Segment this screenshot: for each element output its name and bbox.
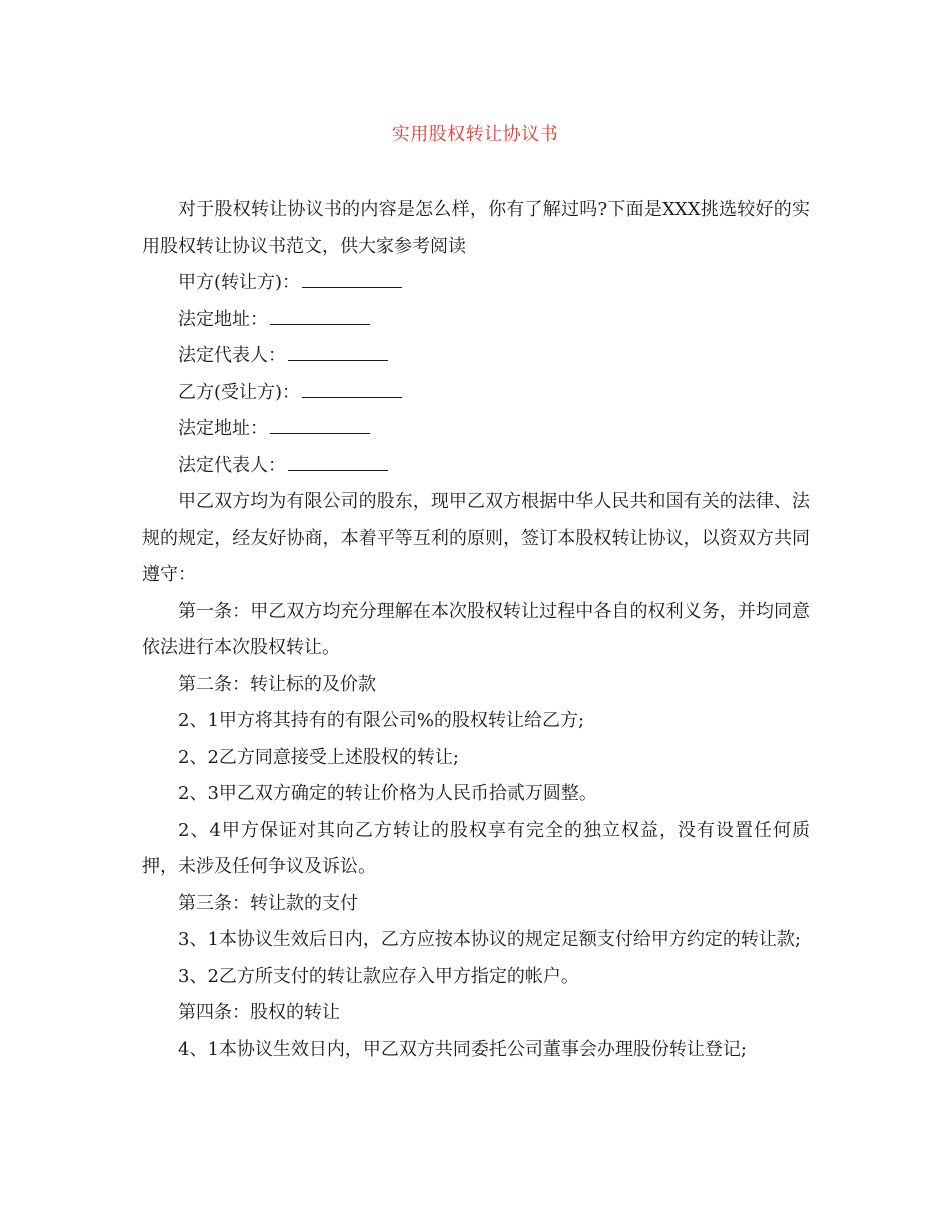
clause-2-4: [142, 813, 810, 886]
paragraph-text: 第三条：转让款的支付: [178, 892, 358, 914]
paragraph-text: 对于股权转让协议书的内容是怎么样，你有了解过吗?下面是XXX挑选较好的实用股权转让协议书范文，供大家参考阅读: [142, 199, 810, 257]
paragraph-text: 法定代表人：: [178, 345, 286, 366]
paragraph-text: 甲乙双方均为有限公司的股东，现甲乙双方根据中华人民共和国有关的法律、法规的规定，经友好协商，本着平等互利的原则，签订本股权转让协议，以资双方共同遵守：: [142, 491, 810, 585]
clause-2-1: [142, 703, 810, 740]
clause-3-1: [142, 922, 810, 959]
party-b-address-line: [142, 411, 810, 448]
document-body: [142, 192, 810, 1068]
article-3-heading: [142, 886, 810, 923]
article-2-heading: [142, 667, 810, 704]
fill-blank: [288, 458, 388, 471]
paragraph-text: 法定代表人：: [178, 454, 286, 476]
paragraph-text: 甲方(转让方)：: [178, 272, 301, 293]
article-4-heading: [142, 995, 810, 1032]
party-b-name-line: [142, 375, 810, 412]
paragraph-text: 2、3甲乙双方确定的转让价格为人民币拾贰万圆整。: [178, 783, 597, 804]
fill-blank: [302, 275, 402, 288]
clause-2-2: [142, 740, 810, 777]
paragraph-text: 4、1本协议生效日内，甲乙双方共同委托公司董事会办理股份转让登记;: [178, 1038, 747, 1060]
fill-blank: [270, 312, 370, 325]
document-title: 实用股权转让协议书: [391, 124, 559, 145]
paragraph-text: 法定地址：: [178, 418, 268, 439]
paragraph-preamble: [142, 484, 810, 594]
paragraph-text: 2、4甲方保证对其向乙方转让的股权享有完全的独立权益，没有设置任何质押，未涉及任何争议及诉讼。: [142, 819, 810, 877]
paragraph-text: 第二条：转让标的及价款: [178, 673, 376, 695]
fill-blank: [288, 348, 388, 361]
paragraph-text: 第一条：甲乙双方均充分理解在本次股权转让过程中各自的权利义务，并均同意依法进行本次股权转让。: [142, 600, 810, 658]
party-a-address-line: [142, 302, 810, 339]
paragraph-text: 2、1甲方将其持有的有限公司%的股权转让给乙方;: [178, 710, 585, 731]
fill-blank: [302, 385, 402, 398]
article-1: [142, 594, 810, 667]
paragraph-intro: [142, 192, 810, 265]
paragraph-text: 乙方(受让方)：: [178, 381, 301, 403]
paragraph-text: 法定地址：: [178, 308, 268, 330]
paragraph-text: 第四条：股权的转让: [178, 1002, 340, 1023]
fill-blank: [270, 421, 370, 434]
party-a-representative-line: [142, 338, 810, 375]
paragraph-text: 3、1本协议生效后日内，乙方应按本协议的规定足额支付给甲方约定的转让款;: [178, 929, 801, 950]
party-b-representative-line: [142, 448, 810, 485]
paragraph-text: 2、2乙方同意接受上述股权的转让;: [178, 746, 459, 768]
clause-3-2: [142, 959, 810, 996]
paragraph-text: 3、2乙方所支付的转让款应存入甲方指定的帐户。: [178, 965, 579, 987]
clause-4-1: [142, 1032, 810, 1069]
clause-2-3: [142, 776, 810, 813]
party-a-name-line: [142, 265, 810, 302]
